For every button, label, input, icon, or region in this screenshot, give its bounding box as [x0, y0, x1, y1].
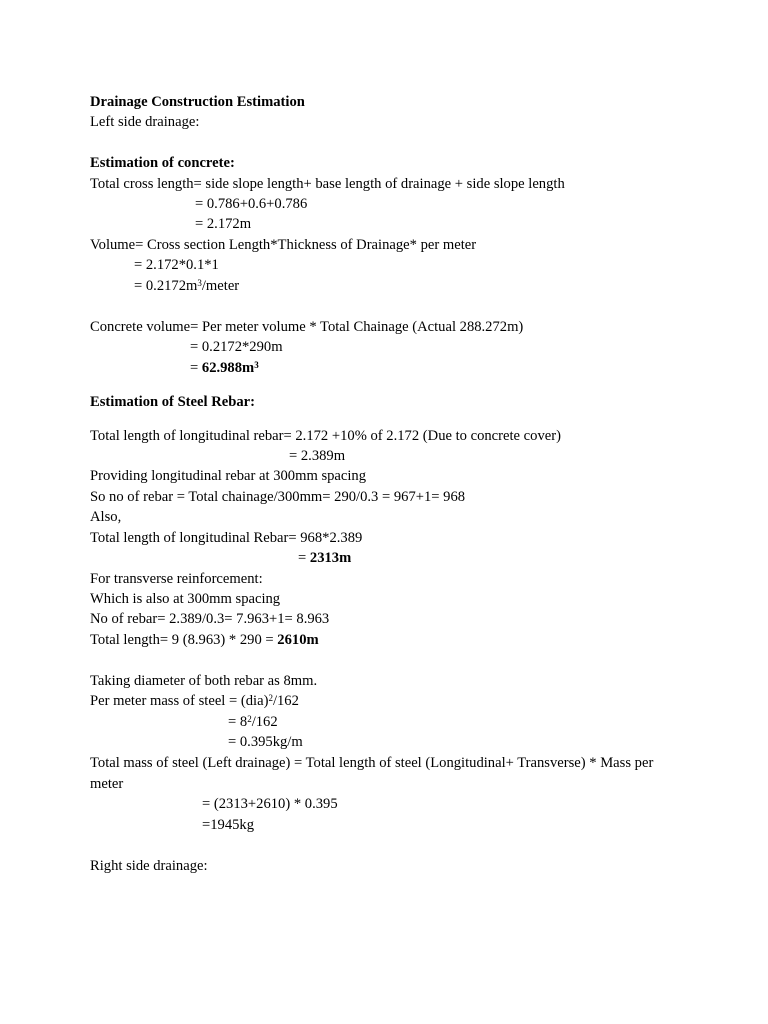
concrete-heading: Estimation of concrete: — [90, 155, 235, 171]
long-rebar-length: Total length of longitudinal rebar= 2.172 +10% of 2.172 (Due to concrete cover) — [90, 428, 561, 444]
mass-per-meter-calc: = $8^2/162$ — [228, 714, 278, 730]
mass-superscript: 2 — [268, 693, 273, 703]
volume-calc: = 2.172*0.1*1 — [134, 257, 219, 273]
transverse-spacing: Which is also at 300mm spacing — [90, 591, 281, 607]
total-mass-result: =1945kg — [202, 817, 255, 833]
also-line: Also, — [90, 509, 122, 525]
volume-result: = $0.2172m^3$/meter — [134, 278, 240, 294]
concrete-volume-superscript: 3 — [254, 360, 259, 370]
cross-length-calc: = 0.786+0.6+0.786 — [195, 196, 308, 212]
total-long-rebar-line: Total length of longitudinal Rebar= 968*2.389 — [90, 530, 363, 546]
long-rebar-result: = 2.389m — [289, 448, 346, 464]
concrete-volume-line: Concrete volume= Per meter volume * Total Chainage (Actual 288.272m) — [90, 319, 524, 335]
transverse-no-rebar: No of rebar= 2.389/0.3= 7.963+1= 8.963 — [90, 611, 330, 627]
cross-length-result: = 2.172m — [195, 216, 252, 232]
concrete-volume-result: = $62.988m^3$ — [190, 360, 259, 376]
left-side-heading: Left side drainage: — [90, 114, 200, 130]
volume-line: Volume= Cross section Length*Thickness of Drainage* per meter — [90, 237, 477, 253]
mass-calc-superscript: 2 — [247, 714, 252, 724]
total-mass-calc: = (2313+2610) * 0.395 — [202, 796, 338, 812]
providing-line: Providing longitudinal rebar at 300mm spacing — [90, 468, 367, 484]
cross-length-line: Total cross length= side slope length+ base length of drainage + side slope length — [90, 176, 565, 192]
document-title: Drainage Construction Estimation — [90, 94, 305, 110]
right-side-heading: Right side drainage: — [90, 858, 208, 874]
total-mass-line-cont: meter — [90, 776, 124, 792]
transverse-heading: For transverse reinforcement: — [90, 571, 263, 587]
mass-per-meter-result: = 0.395kg/m — [228, 734, 303, 750]
no-of-rebar-line: So no of rebar = Total chainage/300mm= 290/0.3 = 967+1= 968 — [90, 489, 466, 505]
transverse-total-length: Total length= 9 (8.963) * 290 = 2610m — [90, 632, 319, 648]
steel-heading: Estimation of Steel Rebar: — [90, 394, 255, 410]
diameter-line: Taking diameter of both rebar as 8mm. — [90, 673, 318, 689]
mass-per-meter-line: Per meter mass of steel = (dia)$^2$/162 — [90, 693, 299, 709]
volume-superscript: 3 — [197, 278, 202, 288]
total-long-rebar-result: = 2313m — [298, 550, 352, 566]
concrete-volume-calc: = 0.2172*290m — [190, 339, 283, 355]
total-mass-line: Total mass of steel (Left drainage) = Total length of steel (Longitudinal+ Transverse) * Mass per — [90, 755, 654, 771]
